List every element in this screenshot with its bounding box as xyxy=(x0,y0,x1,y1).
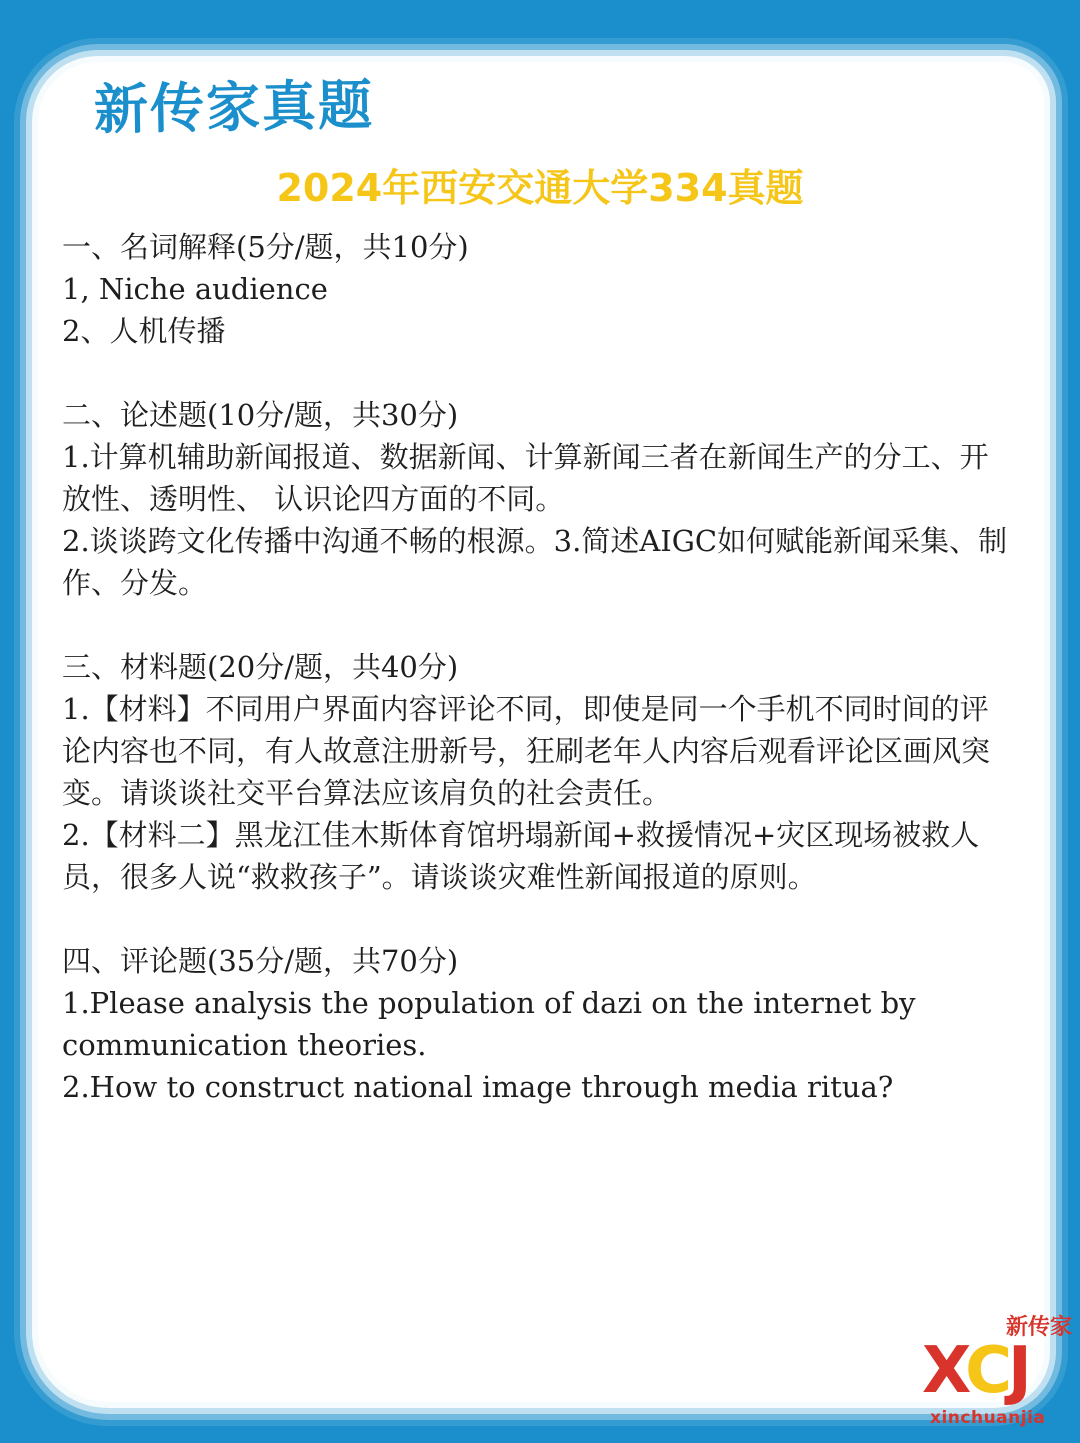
section-spacer xyxy=(62,352,1012,394)
document-title: 2024年西安交通大学334真题 xyxy=(276,166,804,210)
question-list xyxy=(62,226,1012,1108)
section-terms xyxy=(62,226,1012,352)
question-item: 2.How to construct national image through media ritua? xyxy=(62,1070,894,1104)
question-item: 2.谈谈跨文化传播中沟通不畅的根源。3.简述AIGC如何赋能新闻采集、制作、分发。 xyxy=(62,524,1008,600)
section-heading: 四、评论题(35分/题，共70分) xyxy=(62,944,459,978)
question-item: 2、人机传播 xyxy=(62,314,226,348)
section-heading: 三、材料题(20分/题，共40分) xyxy=(62,650,459,684)
question-item: 1.【材料】不同用户界面内容评论不同，即使是同一个手机不同时间的评论内容也不同，有人故意注册新号，狂刷老年人内容后观看评论区画风突变。请谈谈社交平台算法应该肩负的社会责任。 xyxy=(62,692,991,810)
logo-letter-c: C xyxy=(965,1334,1009,1408)
brand-logo xyxy=(922,1310,1072,1435)
section-spacer xyxy=(62,898,1012,940)
logo-english-text: xinchuanjia xyxy=(930,1408,1046,1428)
logo-mark xyxy=(922,1336,1028,1406)
question-item: 1, Niche audience xyxy=(62,272,328,306)
question-item: 2.【材料二】黑龙江佳木斯体育馆坍塌新闻+救援情况+灾区现场被救人员，很多人说“救救孩子”。请谈谈灾难性新闻报道的原则。 xyxy=(62,818,980,894)
logo-chinese-text: 新传家 xyxy=(1005,1315,1072,1340)
section-material xyxy=(62,646,1012,898)
section-commentary xyxy=(62,940,1012,1108)
logo-letter-j: J xyxy=(1008,1334,1028,1408)
section-heading: 一、名词解释(5分/题，共10分) xyxy=(62,230,469,264)
brand-title: 新传家真题 xyxy=(93,73,375,142)
question-item: 1.计算机辅助新闻报道、数据新闻、计算新闻三者在新闻生产的分工、开放性、透明性、 认识论四方面的不同。 xyxy=(62,440,989,516)
section-spacer xyxy=(62,604,1012,646)
logo-letter-x: X xyxy=(922,1334,966,1408)
question-item: 1.Please analysis the population of dazi on the internet by communication theories. xyxy=(62,986,916,1062)
section-heading: 二、论述题(10分/题，共30分) xyxy=(62,398,459,432)
section-essay xyxy=(62,394,1012,604)
